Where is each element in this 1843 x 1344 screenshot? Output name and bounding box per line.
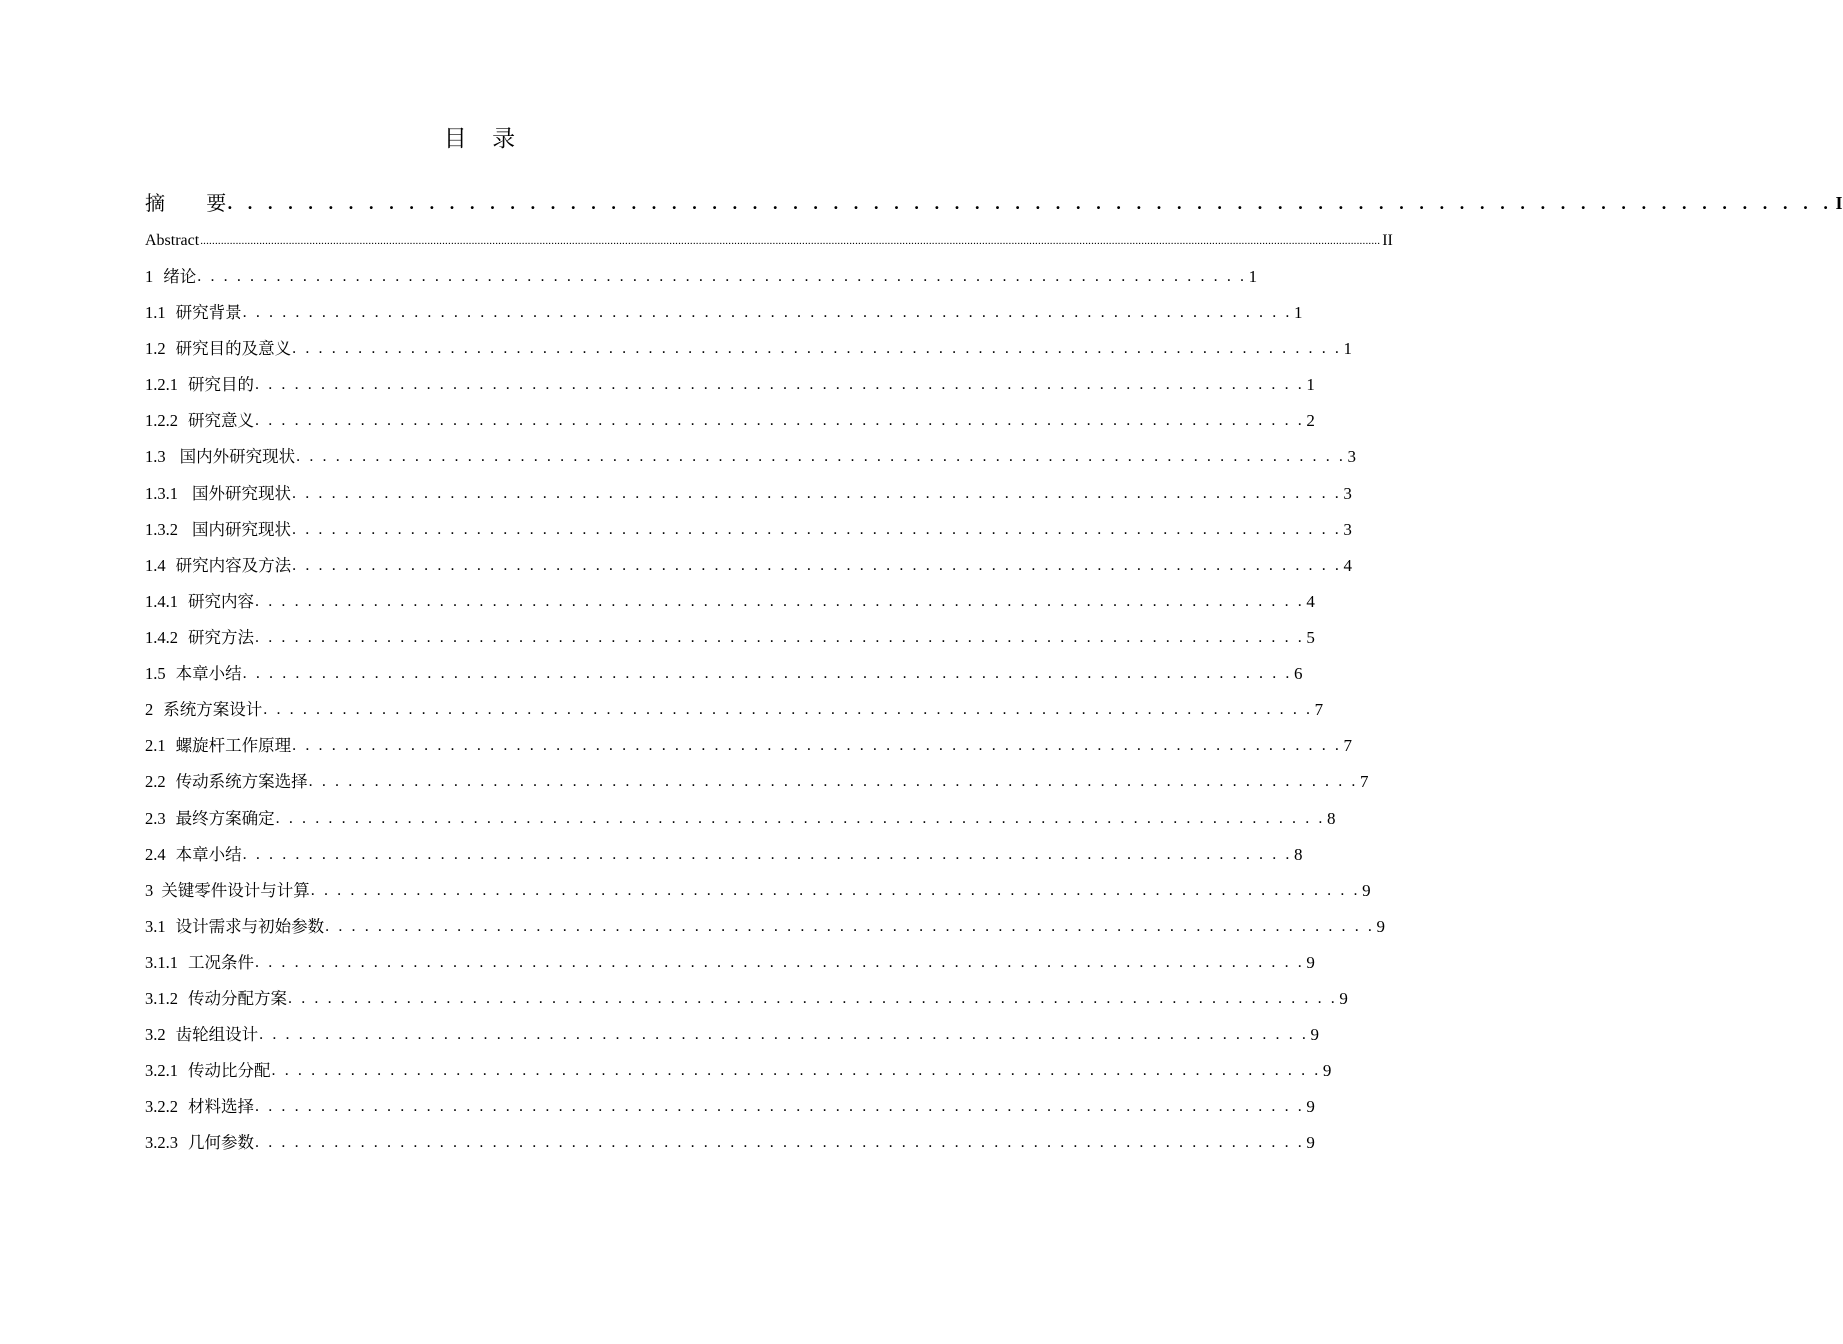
- dot-leader: . . . . . . . . . . . . . . . . . . . . . . . . . . . . . . . . . . . . . . . . . . . . . . . . . . . . . . . . . . . . . . . . . . . . . . . . . . . . . . . .: [197, 268, 1247, 285]
- toc-entry-label: [145, 625, 254, 651]
- toc-entry[interactable]: [145, 589, 1315, 615]
- toc-page-number: 1: [1306, 375, 1315, 394]
- toc-entry[interactable]: [145, 878, 1371, 904]
- toc-entry[interactable]: [145, 842, 1303, 868]
- toc-entry-text: 研究内容: [188, 592, 254, 611]
- dot-leader: . . . . . . . . . . . . . . . . . . . . . . . . . . . . . . . . . . . . . . . . . . . . . . . . . . . . . . . . . . . . . . . . . . . . . . . . . . . . . . . .: [288, 990, 1338, 1007]
- toc-entry[interactable]: [145, 481, 1352, 507]
- toc-entry-label: [145, 372, 254, 398]
- toc-entry[interactable]: [145, 1058, 1332, 1084]
- toc-entry[interactable]: [145, 190, 1843, 216]
- dot-leader: . . . . . . . . . . . . . . . . . . . . . . . . . . . . . . . . . . . . . . . . . . . . . . . . . . . . . . . . . . . . . . . . . . . . . . . . . . . . . . . .: [255, 1098, 1305, 1115]
- toc-entry-text: 本章小结: [175, 664, 242, 683]
- dot-leader: . . . . . . . . . . . . . . . . . . . . . . . . . . . . . . . . . . . . . . . . . . . . . . . . . . . . . . . . . . . . . . . . . . . . . . . . . . . . . . . .: [292, 521, 1342, 538]
- toc-entry-text: 国内外研究现状: [179, 447, 296, 466]
- toc-page-number: 4: [1343, 556, 1353, 575]
- toc-entry[interactable]: [145, 264, 1258, 290]
- toc-entry-number: 3.1.2: [145, 989, 178, 1008]
- toc-entry-label: [145, 914, 324, 940]
- toc-entry[interactable]: [145, 986, 1348, 1012]
- toc-entry-label: [145, 806, 275, 832]
- dot-leader: . . . . . . . . . . . . . . . . . . . . . . . . . . . . . . . . . . . . . . . . . . . . . . . . . . . . . . . . . . . . . . . . . . . . . . . . . . . . . . . .: [275, 810, 1326, 827]
- toc-entry-label: [145, 300, 242, 326]
- toc-page-number: 7: [1314, 700, 1324, 719]
- dot-leader: . . . . . . . . . . . . . . . . . . . . . . . . . . . . . . . . . . . . . . . . . . . . . . . . . . . . . . . . . . . . . . . . . . . . . . . . . . . . . . . .: [292, 737, 1342, 754]
- toc-entry[interactable]: [145, 1022, 1320, 1048]
- toc-entry-label: [145, 517, 291, 543]
- toc-entry-number: 1.2.1: [145, 375, 178, 394]
- toc-page-number: 8: [1327, 809, 1336, 828]
- toc-entry[interactable]: [145, 444, 1357, 470]
- dot-leader: . . . . . . . . . . . . . . . . . . . . . . . . . . . . . . . . . . . . . . . . . . . . . . . . . . . . . . . . . . . . . . . . . . . . . . . . . . . . . . . .: [325, 918, 1375, 935]
- toc-entry[interactable]: [145, 372, 1315, 398]
- toc-page-number: 7: [1360, 772, 1369, 791]
- dot-leader: . . . . . . . . . . . . . . . . . . . . . . . . . . . . . . . . . . . . . . . . . . . . . . . . . . . . . . . . . . . . . . . . . . . . . . . . . . . . . . . .: [227, 193, 1834, 213]
- dot-leader: . . . . . . . . . . . . . . . . . . . . . . . . . . . . . . . . . . . . . . . . . . . . . . . . . . . . . . . . . . . . . . . . . . . . . . . . . . . . . . . .: [271, 1062, 1321, 1079]
- dot-leader: . . . . . . . . . . . . . . . . . . . . . . . . . . . . . . . . . . . . . . . . . . . . . . . . . . . . . . . . . . . . . . . . . . . . . . . . . . . . . . . .: [255, 1134, 1305, 1151]
- toc-entry-number: 1.4.1: [145, 592, 178, 611]
- toc-entry-number: 3.2.3: [145, 1133, 178, 1152]
- dot-leader: . . . . . . . . . . . . . . . . . . . . . . . . . . . . . . . . . . . . . . . . . . . . . . . . . . . . . . . . . . . . . . . . . . . . . . . . . . . . . . . .: [263, 701, 1313, 718]
- dot-leader: . . . . . . . . . . . . . . . . . . . . . . . . . . . . . . . . . . . . . . . . . . . . . . . . . . . . . . . . . . . . . . . . . . . . . . . . . . . . . . . .: [255, 412, 1305, 429]
- toc-entry-label: [145, 878, 310, 904]
- toc-entry[interactable]: [145, 914, 1386, 940]
- dot-leader: . . . . . . . . . . . . . . . . . . . . . . . . . . . . . . . . . . . . . . . . . . . . . . . . . . . . . . . . . . . . . . . . . . . . . . . . . . . . . . . .: [292, 340, 1342, 357]
- toc-entry[interactable]: [145, 408, 1315, 434]
- toc-entry-label: [145, 264, 196, 290]
- toc-entry-number: 1.4: [145, 556, 166, 575]
- toc-entry-label: [145, 1130, 254, 1156]
- toc-entry-number: 1.3.2: [145, 520, 178, 539]
- toc-page-number: II: [1382, 232, 1393, 249]
- toc-entry-text: 螺旋杆工作原理: [175, 736, 292, 755]
- toc-entry-text: 最终方案确定: [175, 809, 275, 828]
- toc-entry[interactable]: [145, 950, 1315, 976]
- toc-page-number: 3: [1343, 520, 1352, 539]
- toc-entry-number: 1.2.2: [145, 411, 178, 430]
- toc-page-number: 9: [1339, 989, 1348, 1008]
- toc-page-number: 4: [1306, 592, 1315, 611]
- toc-page-number: 3: [1347, 447, 1357, 466]
- toc-entry[interactable]: [145, 806, 1336, 832]
- toc-page-number: 9: [1362, 881, 1371, 900]
- toc-page-number: 9: [1306, 1097, 1315, 1116]
- toc-entry-text: 国内研究现状: [192, 520, 291, 539]
- toc-entry-label: [145, 733, 291, 759]
- toc-page-number: 8: [1294, 845, 1303, 864]
- toc-entry-text: 工况条件: [188, 953, 254, 972]
- toc-entry-number: 1.4.2: [145, 628, 178, 647]
- toc-entry-number: 2.3: [145, 809, 166, 828]
- dot-leader: . . . . . . . . . . . . . . . . . . . . . . . . . . . . . . . . . . . . . . . . . . . . . . . . . . . . . . . . . . . . . . . . . . . . . . . . . . . . . . . .: [242, 846, 1293, 863]
- toc-page-number: 9: [1306, 953, 1315, 972]
- toc-entry-number: 3.2.2: [145, 1097, 178, 1116]
- toc-page-number: 9: [1322, 1061, 1332, 1080]
- toc-entry[interactable]: [145, 336, 1353, 362]
- toc-entry-text: 传动比分配: [188, 1061, 271, 1080]
- toc-entry-label: [145, 553, 291, 579]
- toc-entry-number: 3.1.1: [145, 953, 178, 972]
- toc-entry-text: 材料选择: [188, 1097, 254, 1116]
- dot-leader: . . . . . . . . . . . . . . . . . . . . . . . . . . . . . . . . . . . . . . . . . . . . . . . . . . . . . . . . . . . . . . . . . . . . . . . . . . . . . . . .: [308, 773, 1359, 790]
- toc-entry-number: 3.2.1: [145, 1061, 178, 1080]
- toc-entry-label: [145, 1058, 271, 1084]
- toc-entry-text: 摘 要: [145, 191, 227, 215]
- dot-leader: . . . . . . . . . . . . . . . . . . . . . . . . . . . . . . . . . . . . . . . . . . . . . . . . . . . . . . . . . . . . . . . . . . . . . . . . . . . . . . . .: [255, 376, 1305, 393]
- toc-entry[interactable]: [145, 661, 1303, 687]
- toc-entry-text: 传动分配方案: [188, 989, 287, 1008]
- toc-entry-label: [145, 661, 242, 687]
- dot-leader: . . . . . . . . . . . . . . . . . . . . . . . . . . . . . . . . . . . . . . . . . . . . . . . . . . . . . . . . . . . . . . . . . . . . . . . . . . . . . . . .: [292, 557, 1342, 574]
- toc-entry-text: 国外研究现状: [192, 484, 291, 503]
- toc-entry-text: 研究方法: [188, 628, 254, 647]
- toc-entry-text: 设计需求与初始参数: [175, 917, 325, 936]
- toc-entry-number: 2.4: [145, 845, 166, 864]
- toc-entry-label: [145, 1022, 258, 1048]
- toc-entry-label: [145, 1094, 254, 1120]
- toc-entry-label: [145, 408, 254, 434]
- dot-leader: . . . . . . . . . . . . . . . . . . . . . . . . . . . . . . . . . . . . . . . . . . . . . . . . . . . . . . . . . . . . . . . . . . . . . . . . . . . . . . . .: [296, 448, 1346, 465]
- toc-entry-text: 传动系统方案选择: [175, 772, 308, 791]
- toc-entry-number: 3: [145, 881, 154, 900]
- toc-entry-number: 2.2: [145, 772, 166, 791]
- toc-entry-text: 研究目的: [188, 375, 254, 394]
- toc-entry-number: 3.2: [145, 1025, 166, 1044]
- toc-page-number: 7: [1343, 736, 1353, 755]
- toc-entry-label: [145, 481, 291, 507]
- toc-entry-text: 绪论: [163, 267, 197, 286]
- dot-leader: . . . . . . . . . . . . . . . . . . . . . . . . . . . . . . . . . . . . . . . . . . . . . . . . . . . . . . . . . . . . . . . . . . . . . . . . . . . . . . . .: [310, 882, 1361, 899]
- toc-page-number: 1: [1343, 339, 1353, 358]
- toc-entry-label: [145, 190, 227, 216]
- toc-page-number: 1: [1294, 303, 1303, 322]
- toc-entry[interactable]: [145, 1130, 1315, 1156]
- toc-entry[interactable]: [145, 553, 1353, 579]
- toc-page-number: 9: [1310, 1025, 1320, 1044]
- dot-leader: . . . . . . . . . . . . . . . . . . . . . . . . . . . . . . . . . . . . . . . . . . . . . . . . . . . . . . . . . . . . . . . . . . . . . . . . . . . . . . . .: [242, 665, 1293, 682]
- toc-page-number: 5: [1306, 628, 1315, 647]
- toc-entry-text: 研究内容及方法: [175, 556, 292, 575]
- toc-entry-number: 1.5: [145, 664, 166, 683]
- dot-leader: . . . . . . . . . . . . . . . . . . . . . . . . . . . . . . . . . . . . . . . . . . . . . . . . . . . . . . . . . . . . . . . . . . . . . . . . . . . . . . . .: [255, 954, 1305, 971]
- toc-page-number: 3: [1343, 484, 1352, 503]
- toc-entry-label: [145, 589, 254, 615]
- toc-entry-label: [145, 842, 242, 868]
- toc-entry-number: 1.1: [145, 303, 166, 322]
- toc-entry-number: 2.1: [145, 736, 166, 755]
- toc-entry-text: 关键零件设计与计算: [161, 881, 310, 900]
- toc-entry[interactable]: [145, 625, 1315, 651]
- toc-entry[interactable]: [145, 733, 1353, 759]
- toc-entry-number: 1: [145, 267, 154, 286]
- toc-page-number: 9: [1376, 917, 1386, 936]
- toc-entry[interactable]: [145, 228, 1393, 254]
- toc-entry-text: 本章小结: [175, 845, 242, 864]
- toc-entry-label: [145, 950, 254, 976]
- toc-entry[interactable]: [145, 697, 1324, 723]
- toc-entry-label: [145, 336, 291, 362]
- toc-entry[interactable]: [145, 517, 1352, 543]
- toc-entry-number: 1.3.1: [145, 484, 178, 503]
- toc-entry-text: Abstract: [145, 232, 200, 249]
- toc-entry-text: 几何参数: [188, 1133, 254, 1152]
- toc-page-number: 6: [1294, 664, 1303, 683]
- toc-entry-label: [145, 986, 287, 1012]
- dot-leader: . . . . . . . . . . . . . . . . . . . . . . . . . . . . . . . . . . . . . . . . . . . . . . . . . . . . . . . . . . . . . . . . . . . . . . . . . . . . . . . .: [259, 1026, 1309, 1043]
- toc-entry[interactable]: [145, 300, 1303, 326]
- toc-entry-number: 1.3: [145, 447, 166, 466]
- toc-entry-number: 1.2: [145, 339, 166, 358]
- dot-leader: . . . . . . . . . . . . . . . . . . . . . . . . . . . . . . . . . . . . . . . . . . . . . . . . . . . . . . . . . . . . . . . . . . . . . . . . . . . . . . . .: [255, 593, 1305, 610]
- toc-entry-text: 系统方案设计: [163, 700, 263, 719]
- toc-entry-text: 研究目的及意义: [175, 339, 292, 358]
- toc-page-number: I: [1835, 193, 1843, 213]
- dot-leader: . . . . . . . . . . . . . . . . . . . . . . . . . . . . . . . . . . . . . . . . . . . . . . . . . . . . . . . . . . . . . . . . . . . . . . . . . . . . . . . .: [242, 304, 1293, 321]
- toc-entry-number: 3.1: [145, 917, 166, 936]
- toc-entry-number: 2: [145, 700, 154, 719]
- toc-entry[interactable]: [145, 769, 1369, 795]
- dot-leader: . . . . . . . . . . . . . . . . . . . . . . . . . . . . . . . . . . . . . . . . . . . . . . . . . . . . . . . . . . . . . . . . . . . . . . . . . . . . . . . .: [292, 485, 1342, 502]
- toc-entry-label: [145, 228, 199, 254]
- dot-leader: . . . . . . . . . . . . . . . . . . . . . . . . . . . . . . . . . . . . . . . . . . . . . . . . . . . . . . . . . . . . . . . . . . . . . . . . . . . . . . . .: [255, 629, 1305, 646]
- toc-page-number: 2: [1306, 411, 1315, 430]
- dot-leader: ................................................................................................................................................................................................................................................................................................................................................................................................................: [200, 235, 1381, 247]
- toc-page-number: 1: [1248, 267, 1258, 286]
- toc-title: 目 录: [443, 126, 517, 152]
- toc-entry-label: [145, 697, 262, 723]
- toc-entry-text: 齿轮组设计: [175, 1025, 259, 1044]
- toc-entry-label: [145, 444, 295, 470]
- toc-entry[interactable]: [145, 1094, 1315, 1120]
- toc-entry-text: 研究背景: [175, 303, 242, 322]
- toc-page-number: 9: [1306, 1133, 1315, 1152]
- toc-entry-label: [145, 769, 308, 795]
- toc-entry-text: 研究意义: [188, 411, 254, 430]
